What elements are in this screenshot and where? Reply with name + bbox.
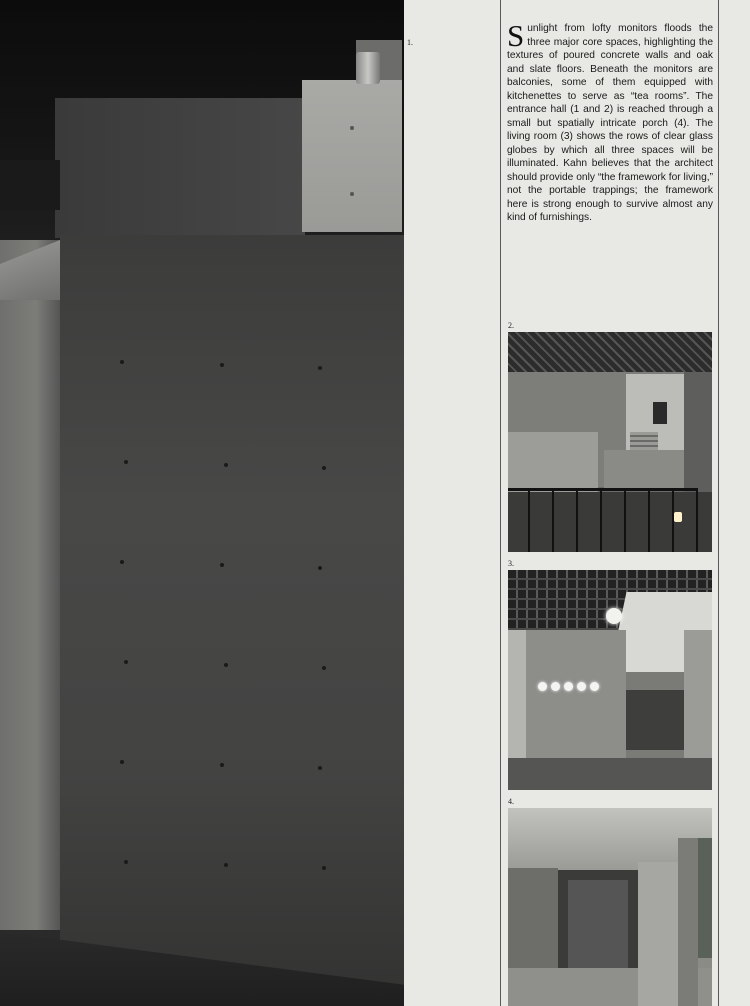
form-tie-hole [220, 363, 224, 367]
photo-upper-block [55, 98, 305, 238]
photo-living-room [508, 570, 712, 790]
form-tie-hole [322, 666, 326, 670]
photo4-exterior-view [698, 838, 712, 958]
photo3-glass-globe [564, 682, 573, 691]
photo2-floor [508, 492, 712, 552]
drop-cap: S [507, 18, 525, 53]
article-body-text [507, 18, 713, 225]
photo2-baluster [624, 488, 626, 552]
photo2-doorway [653, 402, 667, 424]
column-rule-right [718, 0, 719, 1006]
figure-2-number: 2. [508, 321, 514, 330]
photo3-glass-globe [577, 682, 586, 691]
form-tie-hole [224, 463, 228, 467]
form-tie-hole [124, 460, 128, 464]
photo2-baluster [696, 488, 698, 552]
form-tie-hole [120, 760, 124, 764]
photo2-baluster [600, 488, 602, 552]
article-paragraph: unlight from lofty monitors floods the three major core spaces, highlighting the textures of poured concrete walls and oak and slate floors. Beneath the monitors are balconies, some of them equipped with kitchenettes to serve as “tea rooms”. The entrance hall (1 and 2) is reached through a small but spatially intricate porch (4). The living room (3) shows the rows of clear glass globes by which all three spaces will be illuminated. Kahn believes that the architect should provide only “the framework for living,” not the portable trappings; the framework here is strong enough to survive almost any kind of furnishings. [507, 23, 713, 223]
photo2-baluster [528, 488, 530, 552]
photo3-glass-globe [538, 682, 547, 691]
column-rule-left [500, 0, 501, 1006]
photo3-glass-globe [551, 682, 560, 691]
photo2-balcony-block-2 [604, 450, 684, 490]
form-tie-hole [318, 566, 322, 570]
form-tie-hole [220, 763, 224, 767]
photo-left-wall [0, 240, 60, 930]
photo-entrance-hall [508, 332, 712, 552]
form-tie-hole [120, 360, 124, 364]
form-tie-hole [224, 663, 228, 667]
photo3-glass-globe [590, 682, 599, 691]
photo-concrete-wall [60, 235, 404, 1006]
photo2-baluster [648, 488, 650, 552]
form-tie-hole [322, 466, 326, 470]
photo2-coffered-ceiling [508, 332, 712, 372]
photo4-pillar-2 [678, 838, 698, 1006]
figure-4-number: 4. [508, 797, 514, 806]
photo3-dark-opening [626, 690, 686, 750]
photo2-lamp [674, 512, 682, 522]
photo3-left-wall [508, 630, 526, 760]
photo-porch [508, 808, 712, 1006]
form-tie-hole [120, 560, 124, 564]
photo2-railing [508, 488, 698, 491]
form-tie-hole [322, 866, 326, 870]
form-tie-hole [220, 563, 224, 567]
photo-light-fixture [356, 52, 380, 84]
photo3-floor [508, 758, 712, 790]
photo3-back-wall [526, 630, 626, 760]
photo-beam [0, 160, 60, 210]
photo2-baluster [552, 488, 554, 552]
figure-3-number: 3. [508, 559, 514, 568]
figure-1-number: 1. [407, 38, 413, 47]
photo4-inner-room [568, 880, 628, 970]
form-tie-hole [318, 766, 322, 770]
form-tie-hole [318, 366, 322, 370]
photo4-pillar [638, 862, 678, 1006]
photo2-baluster [576, 488, 578, 552]
photo2-balcony-block [508, 432, 598, 492]
form-tie-hole [124, 860, 128, 864]
form-tie-hole [124, 660, 128, 664]
photo3-large-globe [606, 608, 622, 624]
photo-lit-panel [302, 80, 402, 232]
form-tie-hole [224, 863, 228, 867]
